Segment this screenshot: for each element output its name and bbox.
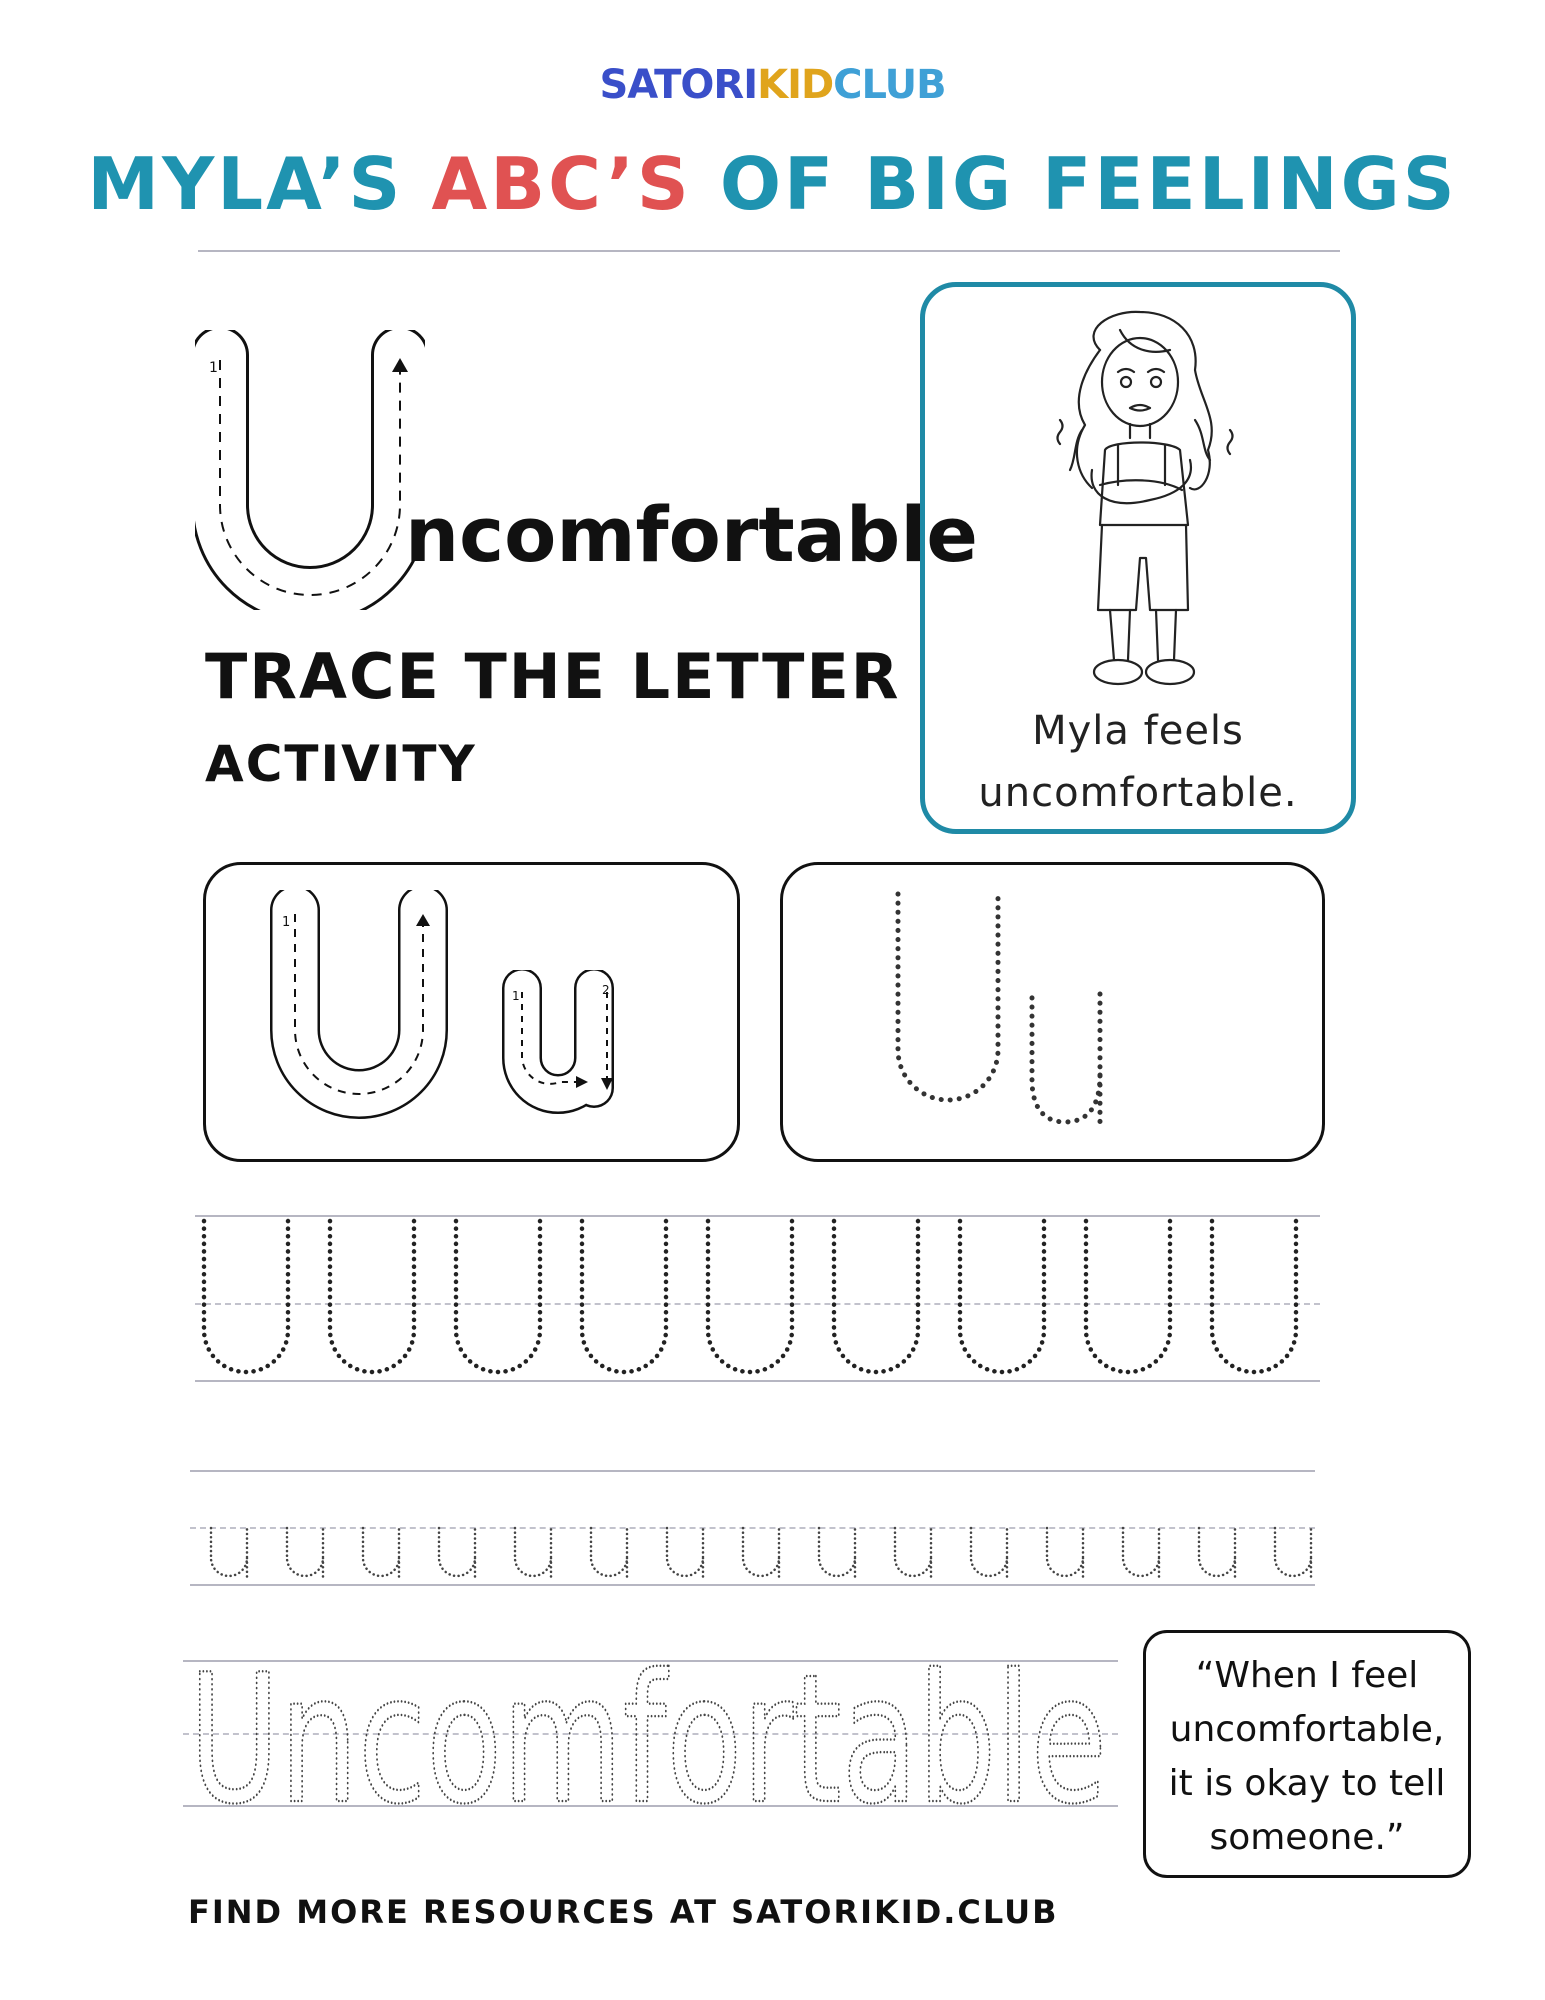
quote-line1: “When I feel bbox=[1195, 1655, 1419, 1696]
brand-logo bbox=[0, 62, 1545, 108]
title-part1: MYLA’S bbox=[87, 142, 432, 226]
illustration-caption bbox=[920, 700, 1356, 824]
guided-lowercase-u-icon bbox=[500, 970, 640, 1120]
lowercase-u-practice-row bbox=[195, 1520, 1325, 1590]
title-part2: ABC’S bbox=[431, 142, 692, 226]
guided-u-number: 1 bbox=[282, 915, 291, 930]
guided-lower-number-1: 1 bbox=[512, 989, 520, 1003]
footer-resources-link[interactable]: FIND MORE RESOURCES AT SATORIKID.CLUB bbox=[188, 1893, 1059, 1931]
guided-uppercase-u-icon bbox=[270, 890, 450, 1130]
caption-line2: uncomfortable. bbox=[978, 770, 1298, 816]
quote-line4: someone.” bbox=[1209, 1817, 1405, 1858]
letter-word-rest: ncomfortable bbox=[405, 490, 978, 579]
brand-logo-part1: SATORI bbox=[599, 62, 758, 108]
guided-lower-number-2: 2 bbox=[602, 983, 610, 997]
uncomfortable-word-practice bbox=[183, 1655, 1118, 1810]
activity-heading: ACTIVITY bbox=[205, 735, 477, 793]
trace-heading: TRACE THE LETTER bbox=[205, 640, 901, 713]
quote-line2: uncomfortable, bbox=[1169, 1709, 1445, 1750]
title-part3: OF BIG FEELINGS bbox=[691, 142, 1458, 226]
page-title bbox=[0, 142, 1545, 226]
big-u-outline-icon bbox=[195, 330, 425, 610]
stroke-number-1: 1 bbox=[209, 360, 218, 376]
girl-illustration-icon bbox=[1030, 310, 1250, 700]
caption-line1: Myla feels bbox=[1032, 708, 1244, 754]
title-divider bbox=[198, 250, 1340, 252]
practice-row2-top-line bbox=[190, 1470, 1315, 1472]
uncomfortable-dotted-text: Uncomfortable bbox=[189, 1655, 1107, 1810]
quote-line3: it is okay to tell bbox=[1168, 1763, 1446, 1804]
dotted-uppercase-lowercase-u-icon bbox=[870, 890, 1130, 1140]
brand-logo-part3: CLUB bbox=[833, 62, 946, 108]
brand-logo-part2: KID bbox=[757, 62, 834, 108]
uppercase-u-practice-row bbox=[190, 1215, 1330, 1385]
quote-box bbox=[1143, 1630, 1471, 1878]
